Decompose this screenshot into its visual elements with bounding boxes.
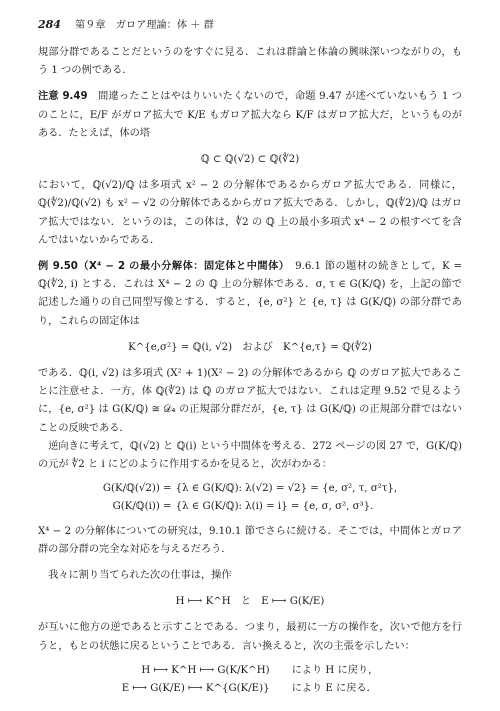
remark-9-49 (38, 88, 462, 143)
example-text: 9.6.1 節の題材の続きとして，K = ℚ(∜2, i) とする．これは X⁴ − 2 の ℚ 上の分解体である．σ, τ ∈ G(K/ℚ) を，上記の節で記述した通りの自己同型写像とする．すると，{e, σ²} と {e, τ} は G(K/ℚ) の部分群であり，これらの固定体は (38, 261, 463, 327)
claim1-text: により H に戻り， (291, 664, 379, 676)
paragraph-5: X⁴ − 2 の分解体についての研究は，9.10.1 節でさらに続ける．そこでは，中間体とガロア群の部分群の完全な対応を与えるだろう． (38, 525, 462, 555)
claim-equations (38, 662, 462, 698)
example-label: 例 9.50（X⁴ − 2 の最小分解体：固定体と中間体） (38, 261, 285, 273)
galois-group-equations (38, 480, 462, 516)
paragraph-1: 規部分群であることだというのをすぐに見る．これは群論と体論の興味深いつながりの，もう 1 つの例である． (38, 47, 462, 77)
claim2-map: E ⟼ G(K/E) ⟼ K^{G(K/E)} (121, 683, 270, 695)
fixed-fields-equation: K^{e,σ²} = ℚ(i, √2) および K^{e,τ} = ℚ(∜2) (128, 341, 372, 353)
eq2-rhs: {λ ∈ G(K/ℚ): λ(i) = i} = {e, σ, σ², σ³}. (175, 501, 374, 513)
page-number: 284 (38, 18, 61, 31)
paragraph-6: 我々に割り当てられた次の仕事は，操作 (48, 570, 232, 582)
eq2-lhs: G(K/ℚ(i)) = (112, 501, 172, 513)
paragraph-3: である．ℚ(i, √2) は多項式 (X² + 1)(X² − 2) の分解体であるから ℚ のガロア拡大であることに注意せよ．一方，体 ℚ(∜2) は ℚ のガロア拡大ではない．これは定理 9.52 で見るように，{e, σ²} は G(K/ℚ) ≅ 𝒟₄ の正規部分群だが，{e, τ} は G(K/ℚ) の正規部分群ではないことの反映である． (38, 368, 462, 434)
paragraph-7: が互いに他方の逆であると示すことである．つまり，最初に一方の操作を，次いで他方を行うと，もとの状態に戻るということである．言い換えると，次の主張を示したい： (38, 622, 462, 652)
running-title: 第９章 ガロア理論：体 ＋ 群 (74, 20, 214, 31)
eq1-lhs: G(K/ℚ(√2)) = (102, 483, 172, 495)
claim2-text: により E に戻る． (291, 683, 377, 695)
claim1-map: H ⟼ K^H ⟼ G(K/K^H) (141, 664, 270, 676)
paragraph-4: 逆向きに考えて，ℚ(√2) と ℚ(i) という中間体を考える．272 ページの図 27 で，G(K/ℚ) の元が ∜2 と i にどのように作用するかを見ると，次がわかる： (38, 440, 462, 471)
remark-text: 間違ったことはやはりいいたくないので，命題 9.47 が述べていないもう 1 つのことに，E/F がガロア拡大で K/E もガロア拡大なら K/F はガロア拡大だ，というものがある．たとえば，体の塔 (38, 91, 463, 139)
example-9-50 (38, 258, 462, 331)
eq1-rhs: {λ ∈ G(K/ℚ): λ(√2) = √2} = {e, σ², τ, σ²τ}, (175, 483, 398, 495)
paragraph-2: において，ℚ(√2)/ℚ は多項式 x² − 2 の分解体であるからガロア拡大である．同様に，ℚ(∜2)/ℚ(√2) も x² − √2 の分解体であるからガロア拡大である．しかし，ℚ(∜2)/ℚ はガロア拡大ではない．というのは，この体は，∜2 の ℚ 上の最小多項式 x⁴ − 2 の根すべてを含んではいないからである． (38, 180, 462, 246)
remark-label: 注意 9.49 (38, 91, 88, 103)
operations-equation: H ⟼ K^H と E ⟼ G(K/E) (175, 596, 325, 608)
page-header (38, 16, 462, 38)
field-tower: ℚ ⊂ ℚ(√2) ⊂ ℚ(∜2) (200, 154, 300, 166)
